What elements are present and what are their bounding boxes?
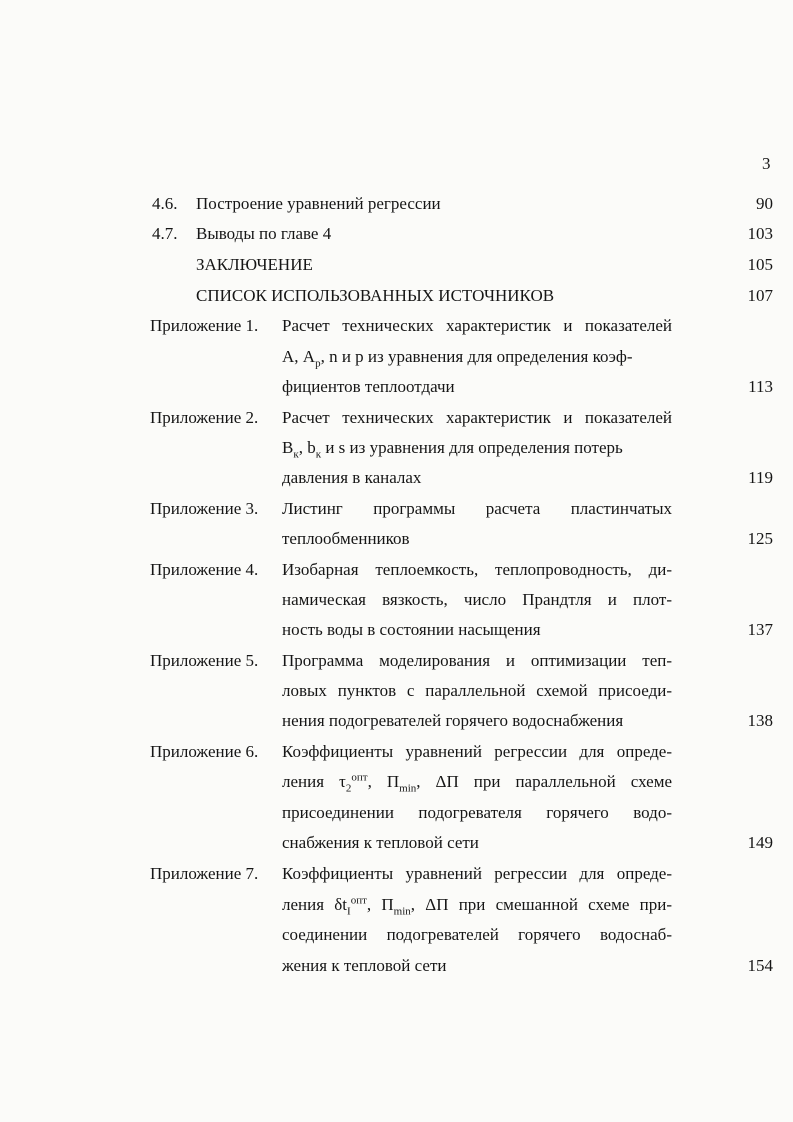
appendix-label: Приложение 5. [150, 651, 259, 670]
appendix-title-line: давления в каналах [282, 468, 422, 487]
appendix-title-line: жения к тепловой сети [282, 956, 447, 975]
appendix-label: Приложение 3. [150, 499, 259, 518]
appendix-title-line: Расчет технических характеристик и показателей [282, 316, 672, 335]
appendix-title-line: Листинг программы расчета пластинчатых [282, 499, 672, 518]
appendix-page: 125 [747, 529, 773, 548]
section-page: 90 [756, 194, 773, 213]
section-page: 105 [747, 255, 773, 274]
appendix-title-line: снабжения к тепловой сети [282, 833, 479, 852]
appendix-page: 137 [747, 620, 773, 639]
section-title: ЗАКЛЮЧЕНИЕ [196, 255, 313, 274]
appendix-label: Приложение 6. [150, 742, 259, 761]
appendix-title-line: фициентов теплоотдачи [282, 377, 455, 396]
appendix-title-line: теплообменников [282, 529, 410, 548]
appendix-page: 119 [748, 468, 773, 487]
appendix-page: 113 [748, 377, 773, 396]
appendix-title-line: ность воды в состоянии насыщения [282, 620, 541, 639]
appendix-label: Приложение 7. [150, 864, 259, 883]
appendix-label: Приложение 4. [150, 560, 259, 579]
appendix-title-line: $B_к$, $b_к$ и s из уравнения для определения потерь [282, 438, 623, 461]
appendix-title-line: Коэффициенты уравнений регрессии для опреде- [282, 742, 672, 761]
appendix-title-line: ловых пунктов с параллельной схемой присоеди- [282, 681, 672, 700]
appendix-page: 154 [747, 956, 773, 975]
appendix-title-line: Расчет технических характеристик и показателей [282, 408, 672, 427]
section-title: Построение уравнений регрессии [196, 194, 441, 213]
section-page: 103 [747, 224, 773, 243]
appendix-title-line: А, $А_р$, n и p из уравнения для определения коэф- [282, 347, 633, 370]
appendix-title-line: ления $\delta t_I^{опт}$, $П_{min}$, ΔП при смешанной схеме при- [282, 894, 672, 918]
appendix-title-line: Изобарная теплоемкость, теплопроводность, ди- [282, 560, 672, 579]
appendix-label: Приложение 2. [150, 408, 259, 427]
section-number: 4.7. [152, 224, 178, 243]
section-title: СПИСОК ИСПОЛЬЗОВАННЫХ ИСТОЧНИКОВ [196, 286, 555, 305]
appendix-title-line: намическая вязкость, число Прандтля и плот- [282, 590, 672, 609]
appendix-title-line: присоединении подогревателя горячего водо- [282, 803, 672, 822]
appendix-title-line: Программа моделирования и оптимизации теп- [282, 651, 672, 670]
appendix-page: 138 [747, 711, 773, 730]
section-number: 4.6. [152, 194, 178, 213]
appendix-title-line: Коэффициенты уравнений регрессии для опреде- [282, 864, 672, 883]
appendix-title-line: соединении подогревателей горячего водоснаб- [282, 925, 672, 944]
appendix-title-line: нения подогревателей горячего водоснабжения [282, 711, 624, 730]
section-page: 107 [747, 286, 773, 305]
appendix-label: Приложение 1. [150, 316, 259, 335]
section-title: Выводы по главе 4 [196, 224, 332, 243]
page-number: 3 [762, 154, 771, 173]
appendix-title-line: ления $\tau_2^{опт}$, $П_{min}$, ΔП при параллельной схеме [282, 771, 673, 795]
appendix-page: 149 [747, 833, 773, 852]
